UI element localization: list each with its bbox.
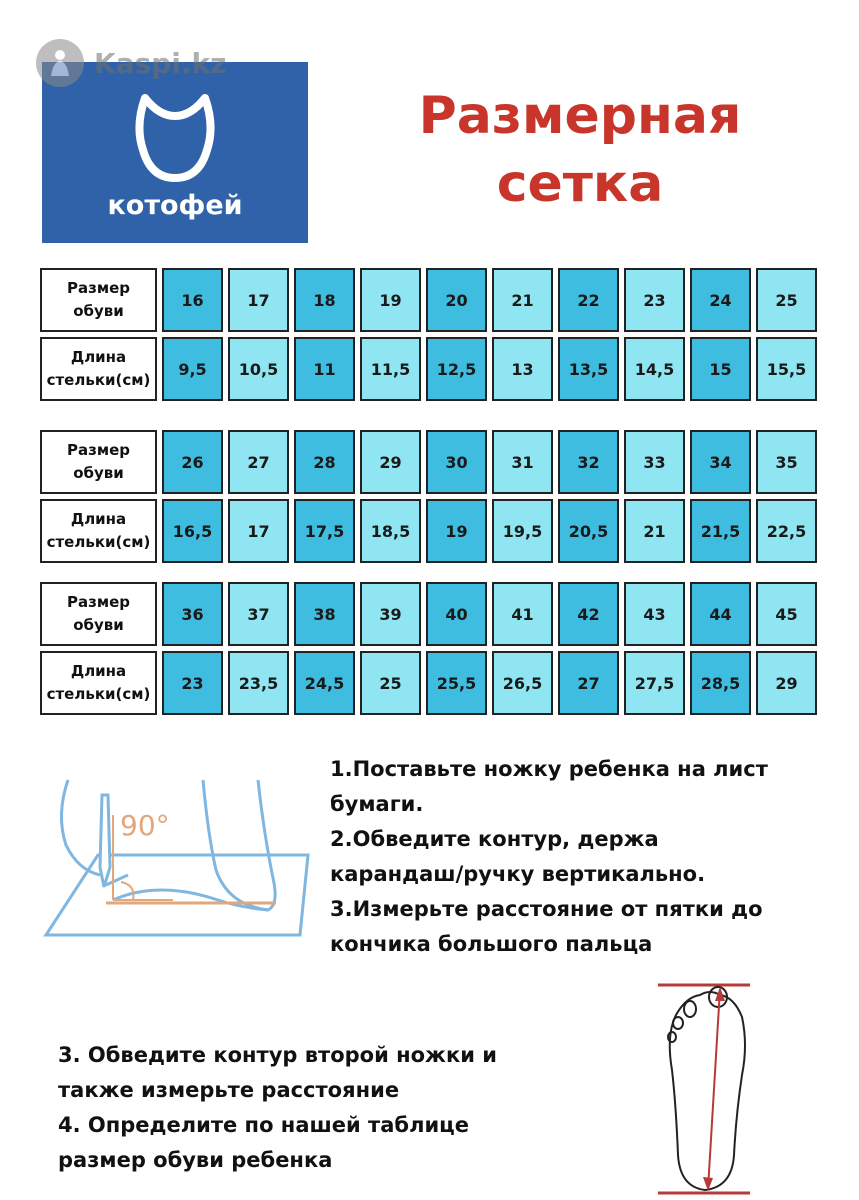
length-row-label (40, 499, 157, 563)
insole-length-cell: 15 (690, 337, 751, 401)
shoe-size-cell: 39 (360, 582, 421, 646)
length-row-label (40, 651, 157, 715)
row-label-line: обуви (73, 302, 124, 320)
row-label-line: Размер (66, 441, 130, 459)
insole-length-cell: 27 (558, 651, 619, 715)
insole-length-cell: 29 (756, 651, 817, 715)
instruction-line: кончика большого пальца (330, 932, 653, 956)
size-row-label (40, 582, 157, 646)
instructions-bottom (58, 1038, 618, 1178)
shoe-size-cell: 26 (162, 430, 223, 494)
size-table-1 (40, 268, 822, 401)
shoe-size-cell: 28 (294, 430, 355, 494)
length-row (40, 499, 817, 563)
insole-length-cell: 21 (624, 499, 685, 563)
angle-label: 90° (120, 809, 170, 842)
row-label-line: стельки(см) (46, 533, 151, 551)
shoe-size-cell: 22 (558, 268, 619, 332)
shoe-size-cell: 29 (360, 430, 421, 494)
instruction-line: 2.Обведите контур, держа (330, 827, 659, 851)
title-line-2: сетка (496, 154, 664, 214)
instruction-line: 1.Поставьте ножку ребенка на лист (330, 757, 768, 781)
insole-length-cell: 28,5 (690, 651, 751, 715)
shoe-size-cell: 36 (162, 582, 223, 646)
insole-length-cell: 11 (294, 337, 355, 401)
insole-length-cell: 26,5 (492, 651, 553, 715)
insole-length-cell: 9,5 (162, 337, 223, 401)
shoe-size-cell: 35 (756, 430, 817, 494)
insole-length-cell: 24,5 (294, 651, 355, 715)
size-row-label (40, 268, 157, 332)
shoe-size-cell: 27 (228, 430, 289, 494)
insole-length-cell: 14,5 (624, 337, 685, 401)
instruction-line: также измерьте расстояние (58, 1078, 400, 1102)
insole-length-cell: 23 (162, 651, 223, 715)
size-row (40, 430, 817, 494)
size-table-2 (40, 430, 822, 563)
instruction-line: карандаш/ручку вертикально. (330, 862, 706, 886)
row-label-line: обуви (73, 616, 124, 634)
shoe-size-cell: 16 (162, 268, 223, 332)
shoe-size-cell: 24 (690, 268, 751, 332)
insole-length-cell: 17 (228, 499, 289, 563)
shoe-size-cell: 43 (624, 582, 685, 646)
row-label-line: Размер (66, 593, 130, 611)
insole-length-cell: 19,5 (492, 499, 553, 563)
instruction-line: 4. Определите по нашей таблице (58, 1113, 469, 1137)
brand-name: котофей (107, 190, 243, 221)
insole-length-cell: 20,5 (558, 499, 619, 563)
insole-length-cell: 18,5 (360, 499, 421, 563)
row-label-line: Длина (70, 348, 127, 366)
shoe-size-cell: 25 (756, 268, 817, 332)
insole-length-cell: 11,5 (360, 337, 421, 401)
insole-length-cell: 19 (426, 499, 487, 563)
row-label-line: обуви (73, 464, 124, 482)
instruction-line: бумаги. (330, 792, 424, 816)
instruction-line: 3. Обведите контур второй ножки и (58, 1043, 497, 1067)
insole-length-cell: 22,5 (756, 499, 817, 563)
row-label-line: Длина (70, 510, 127, 528)
row-label-line: стельки(см) (46, 685, 151, 703)
insole-length-cell: 16,5 (162, 499, 223, 563)
shoe-size-cell: 41 (492, 582, 553, 646)
insole-length-cell: 27,5 (624, 651, 685, 715)
size-row-label (40, 430, 157, 494)
shoe-size-cell: 31 (492, 430, 553, 494)
instruction-line: размер обуви ребенка (58, 1148, 333, 1172)
shoe-size-cell: 17 (228, 268, 289, 332)
insole-length-cell: 13 (492, 337, 553, 401)
insole-length-cell: 15,5 (756, 337, 817, 401)
brand-logo (42, 62, 308, 243)
shoe-size-cell: 30 (426, 430, 487, 494)
shoe-size-cell: 44 (690, 582, 751, 646)
size-row (40, 268, 817, 332)
instructions-top (330, 752, 830, 962)
page-title (340, 82, 820, 218)
insole-length-cell: 10,5 (228, 337, 289, 401)
cat-head-icon (135, 90, 215, 186)
length-row (40, 337, 817, 401)
shoe-size-cell: 40 (426, 582, 487, 646)
length-row-label (40, 337, 157, 401)
size-table-3 (40, 582, 822, 715)
insole-length-cell: 21,5 (690, 499, 751, 563)
shoe-size-cell: 37 (228, 582, 289, 646)
shoe-size-cell: 42 (558, 582, 619, 646)
kaspi-logo-icon (36, 39, 84, 87)
shoe-size-cell: 38 (294, 582, 355, 646)
row-label-line: Размер (66, 279, 130, 297)
row-label-line: стельки(см) (46, 371, 151, 389)
size-row (40, 582, 817, 646)
shoe-size-cell: 21 (492, 268, 553, 332)
insole-length-cell: 25 (360, 651, 421, 715)
shoe-size-cell: 45 (756, 582, 817, 646)
title-line-1: Размерная (418, 86, 742, 146)
shoe-size-cell: 18 (294, 268, 355, 332)
row-label-line: Длина (70, 662, 127, 680)
shoe-size-cell: 20 (426, 268, 487, 332)
insole-length-cell: 17,5 (294, 499, 355, 563)
insole-length-cell: 13,5 (558, 337, 619, 401)
insole-length-cell: 23,5 (228, 651, 289, 715)
shoe-size-cell: 19 (360, 268, 421, 332)
shoe-size-cell: 34 (690, 430, 751, 494)
watermark-text: Kaspi.kz (94, 46, 227, 80)
shoe-size-cell: 33 (624, 430, 685, 494)
foot-measure-illustration (650, 975, 760, 1200)
insole-length-cell: 12,5 (426, 337, 487, 401)
insole-length-cell: 25,5 (426, 651, 487, 715)
shoe-size-cell: 32 (558, 430, 619, 494)
length-row (40, 651, 817, 715)
shoe-size-cell: 23 (624, 268, 685, 332)
kaspi-watermark (36, 38, 226, 88)
foot-tracing-illustration (38, 775, 318, 950)
instruction-line: 3.Измерьте расстояние от пятки до (330, 897, 763, 921)
